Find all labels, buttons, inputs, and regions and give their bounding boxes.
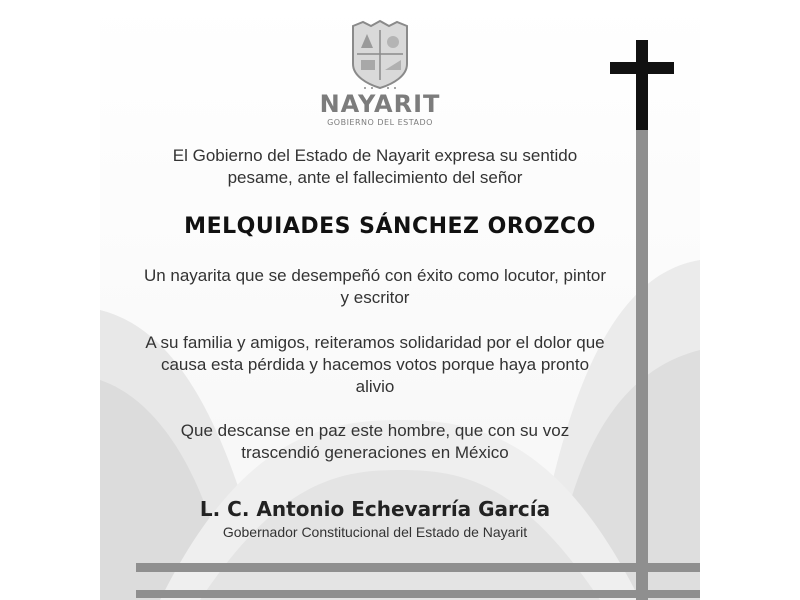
intro-text: El Gobierno del Estado de Nayarit expresa su sentido pesame, ante el fallecimiento del señor xyxy=(172,146,578,187)
tribute-text: Un nayarita que se desempeñó con éxito como locutor, pintor y escritor xyxy=(143,266,607,307)
logo-subtitle: GOBIERNO DEL ESTADO xyxy=(327,118,433,127)
condolence-card xyxy=(100,0,700,600)
farewell-text: Que descanse en paz este hombre, que con su voz trascendió generaciones en México xyxy=(180,421,570,462)
condolence-text: A su familia y amigos, reiteramos solidaridad por el dolor que causa esta pérdida y hacemos votos porque haya pronto alivio xyxy=(145,333,605,396)
signature-name: L. C. Antonio Echevarría García xyxy=(199,497,551,521)
signature-title: Gobernador Constitucional del Estado de Nayarit xyxy=(222,524,528,540)
deceased-name: MELQUIADES SÁNCHEZ OROZCO xyxy=(184,214,596,239)
ground-lines xyxy=(100,0,700,600)
logo-brand: NAYARIT xyxy=(319,90,441,118)
